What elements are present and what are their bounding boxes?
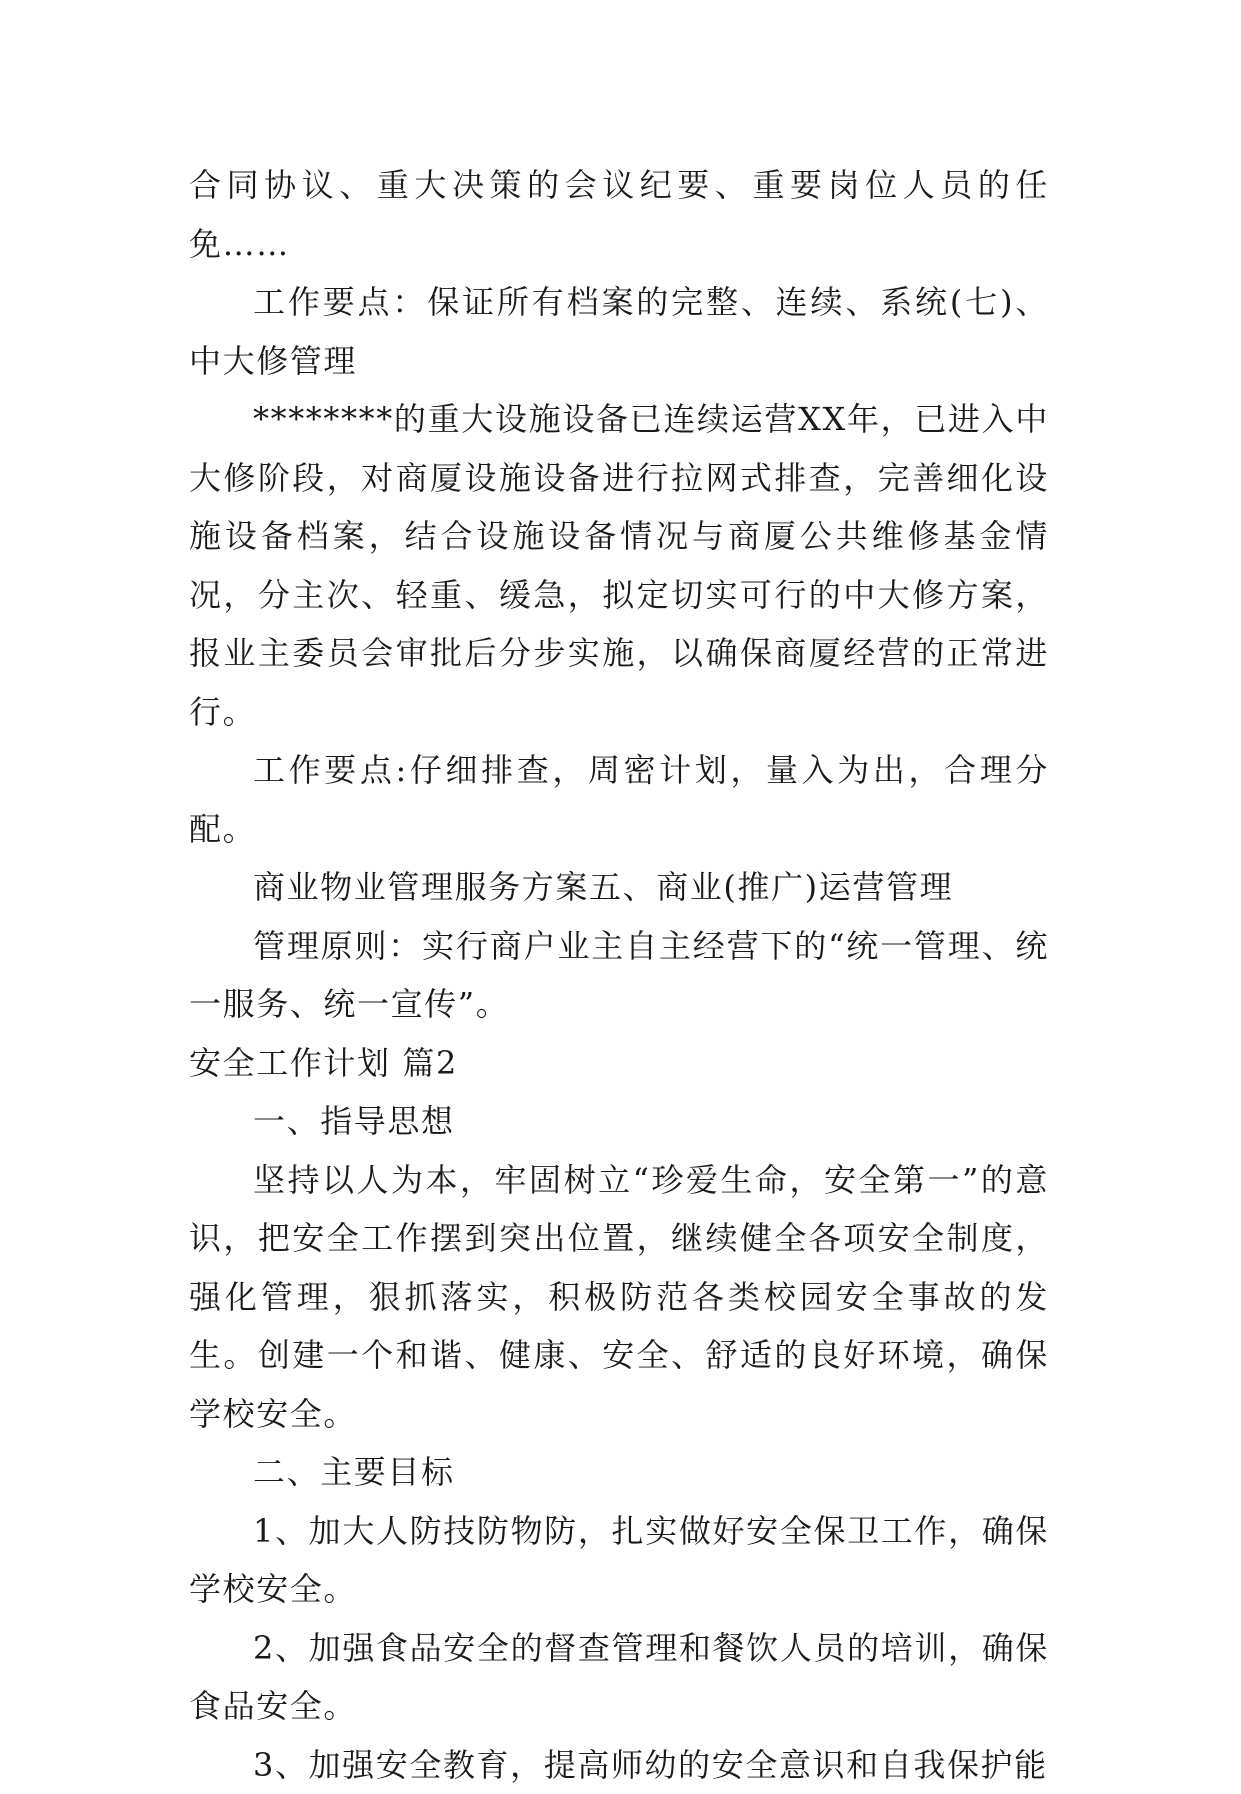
paragraph-guiding-ideology: 坚持以人为本，牢固树立“珍爱生命，安全第一”的意识，把安全工作摆到突出位置，继续健全各项安全制度，强化管理，狠抓落实，积极防范各类校园安全事故的发生。创建一个和谐、健康、安全、舒适的良好环境，确保学校安全。 (189, 1151, 1049, 1444)
heading-guiding-ideology: 一、指导思想 (189, 1092, 1049, 1151)
list-item-goal-1: 1、加大人防技防物防，扎实做好安全保卫工作，确保学校安全。 (189, 1502, 1049, 1619)
heading-main-goals: 二、主要目标 (189, 1443, 1049, 1502)
paragraph-management-principle: 管理原则：实行商户业主自主经营下的“统一管理、统一服务、统一宣传”。 (189, 917, 1049, 1034)
list-item-goal-3: 3、加强安全教育，提高师幼的安全意识和自我保护能 (189, 1736, 1049, 1794)
paragraph-major-repair: ********的重大设施设备已连续运营XX年，已进入中大修阶段，对商厦设施设备进行拉网式排查，完善细化设施设备档案，结合设施设备情况与商厦公共维修基金情况，分主次、轻重、缓急，拟定切实可行的中大修方案，报业主委员会审批后分步实施，以确保商厦经营的正常进行。 (189, 390, 1049, 741)
paragraph-contract-continuation: 合同协议、重大决策的会议纪要、重要岗位人员的任免…… (189, 156, 1049, 273)
paragraph-archive-work-points: 工作要点：保证所有档案的完整、连续、系统(七)、中大修管理 (189, 273, 1049, 390)
section-title-safety-plan: 安全工作计划 篇2 (189, 1034, 1049, 1093)
document-body (189, 156, 1049, 1794)
paragraph-repair-work-points: 工作要点:仔细排查，周密计划，量入为出，合理分配。 (189, 741, 1049, 858)
list-item-goal-2: 2、加强食品安全的督查管理和餐饮人员的培训，确保食品安全。 (189, 1619, 1049, 1736)
paragraph-commercial-operation-heading: 商业物业管理服务方案五、商业(推广)运营管理 (189, 858, 1049, 917)
